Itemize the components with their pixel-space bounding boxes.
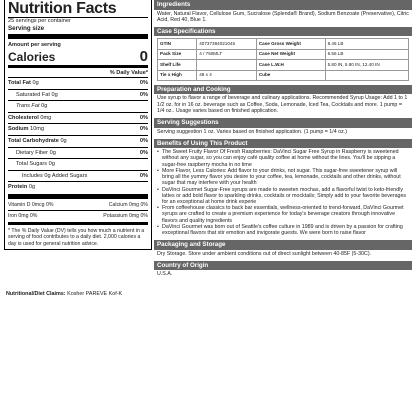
packaging-text: Dry Storage. Store under ambient conditions out of direct sunlight between 40-85F (5-30C). (157, 250, 372, 257)
list-item: • The Sweet Fruity Flavor Of Fresh Raspberries: DaVinci Sugar Free Syrup in Raspberry is sweetened without any sugar, so you can enjoy café quality coffee at home without the lines. You'll be sipping a sugar-free raspberry mocha in no time (157, 149, 409, 168)
nutrient-row-dietary-fiber: Dietary Fiber 0g 0% (8, 147, 148, 159)
packaging-header: Packaging and Storage (154, 240, 412, 250)
case-specs-table (157, 38, 409, 81)
list-item: • More Flavor, Less Calories: Add flavor to your drinks, not sugar. This sugar-free sweetener syrup will bring all the yummy flavor you desire to your coffee, tea, lemonade, cocktails and other drinks, without sugar that may interfere with your health (157, 168, 409, 187)
table-row: Tie x High 48 x 4 Cube (158, 70, 409, 80)
nutrient-row-trans-fat: Trans Fat 0g (8, 100, 148, 112)
nutrient-row-saturated-fat: Saturated Fat 0g 0% (8, 89, 148, 101)
vitamin-row-1: Vitamin D 0mcg 0% Calcium 0mg 0% (8, 201, 148, 208)
case-specs-header: Case Specifications (154, 27, 412, 37)
benefits-header: Benefits of Using This Product (154, 139, 412, 149)
nutrient-row-total-sugars: Total Sugars 0g (8, 158, 148, 170)
nutrition-facts-panel (4, 0, 152, 250)
serving-size (8, 25, 148, 33)
preparation-text: Use syrup to flavor a range of beverage and culinary applications. Recommended Syrup Usage: Add 1 to 1 1/2 oz. for in 16 oz. beverage such as Coffee, Soda, Lemonade, Iced Tea, Cocktails and more. 1 pump = 1/4 oz.. Usage varies based on finished application. (157, 95, 408, 114)
diet-claims (6, 291, 122, 298)
nutrient-row-total-carbohydrate: Total Carbohydrate 0g 0% (8, 135, 148, 147)
calories-label: Calories (8, 50, 56, 64)
ingredients-header: Ingredients (154, 0, 412, 10)
serving-suggestions-header: Serving Suggestions (154, 118, 412, 128)
benefits-list (157, 149, 409, 236)
table-row: Pack Size 4 / 750MLT Case Net Weight 6.56 LB (158, 49, 409, 59)
diet-claims-value: Kosher PAREVE Kof-K (67, 291, 123, 297)
origin-text: U.S.A. (157, 271, 173, 278)
nutrient-row-cholesterol: Cholesterol 0mg 0% (8, 112, 148, 124)
vitamin-row-2: Iron 0mg 0% Potassium 0mg 0% (8, 210, 148, 221)
nutrient-row-sodium: Sodium 10mg 0% (8, 123, 148, 135)
daily-value-footnote: * The % Daily Value (DV) tells you how much a nutrient in a serving of food contributes to a daily diet. 2,000 calories a day is used for general nutrition advice. (8, 227, 145, 247)
nutrient-row-total-fat: Total Fat 0g 0% (8, 77, 148, 89)
diet-claims-label: Nutritional/Diet Claims: (6, 291, 66, 297)
list-item: • DaVinci Gourmet Sugar-Free syrups are made to sweeten mochas, add a flavorful twist to keto-friendly lattes or add bold flavor to sparkling drinks, cocktails or mocktails; Simply add to your favorite beverages for an exceptional at home drink experie (157, 187, 409, 206)
nutrition-facts-title: Nutrition Facts (8, 0, 117, 17)
serving-size-label: Serving size (8, 25, 45, 32)
preparation-header: Preparation and Cooking (154, 85, 412, 95)
calories-value: 0 (139, 48, 148, 65)
product-details-panel (154, 0, 412, 280)
table-row: Shelf Life Case L.W.H 5.80 IN, 5.80 IN, 12.40 IN (158, 60, 409, 70)
table-row: GTIN 40737384021045 Case Gross Weight 8.46 LB (158, 39, 409, 49)
nutrient-row-added-sugars: Includes 0g Added Sugars 0% (8, 170, 148, 182)
amount-per-serving: Amount per serving (8, 42, 61, 48)
nutrient-row-protein: Protein 0g (8, 181, 148, 193)
daily-value-header: % Daily Value* (109, 70, 148, 76)
servings-per-container: 25 servings per container (8, 18, 71, 24)
calories-row (8, 49, 148, 64)
list-item: • DaVinci Gourmet was born out of Seattle's coffee culture in 1989 and is driven by a passion for crafting exceptional flavors that stir emotion and invigorate guests. We were born to raise flavor (157, 224, 409, 236)
origin-header: Country of Origin (154, 261, 412, 271)
ingredients-text: Water, Natural Flavor, Cellulose Gum, Sucralose (Splenda® Brand), Sodium Benzoate (Preservative), Citric Acid, Red 40, Blue 1. (157, 10, 409, 23)
serving-suggestions-text: Serving suggestion 1 oz. Varies based on finished application. (1 pump = 1/4 oz.) (157, 128, 347, 135)
list-item: • From coffeehouse classics to back bar essentials, wellness-oriented to trend-forward, DaVinci Gourmet syrups are crafted to create a premium experience for today's beverage creators through innovative flavors and quality ingredients (157, 205, 409, 224)
